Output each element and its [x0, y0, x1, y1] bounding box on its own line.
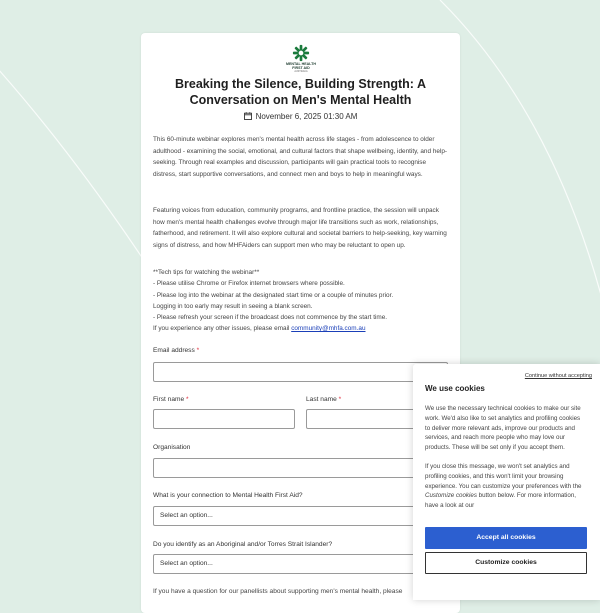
connection-select[interactable]: Select an option...	[153, 506, 448, 526]
connection-label: What is your connection to Mental Health First Aid?	[153, 492, 303, 499]
continue-without-accepting-link[interactable]: Continue without accepting	[524, 373, 592, 379]
event-description-1	[153, 134, 449, 180]
customize-cookies-mention: Customize cookies	[425, 492, 477, 500]
organisation-field[interactable]	[153, 458, 448, 478]
panellist-question-text: If you have a question for our panellists about supporting men's mental health, please	[153, 588, 403, 595]
email-label: Email address *	[153, 347, 200, 354]
tips-line: - Please refresh your screen if the broadcast does not commence by the start time.	[153, 314, 388, 322]
accept-all-cookies-button[interactable]: Accept all cookies	[425, 527, 587, 549]
logo-line-1: MENTAL HEALTH	[286, 62, 316, 66]
event-description-2	[153, 199, 449, 258]
description-paragraph-1: This 60-minute webinar explores men's mental health across life stages - from adolescence to older adulthood - examining the social, emotional, and cultural factors that shape wellbeing, identity, and help-seeking. Through real examples and discussion, participants will gain practical tools to recognise distress, start supportive conversations, and connect men and boys to help in meaningful ways.	[153, 136, 448, 178]
first-name-field[interactable]	[153, 409, 295, 429]
email-field[interactable]	[153, 362, 448, 382]
cookie-title: We use cookies	[425, 384, 485, 393]
contact-prefix: If you experience any other issues, please email	[153, 325, 292, 333]
logo-line-2: FIRST AID	[292, 66, 310, 70]
tech-tips	[153, 267, 449, 335]
mhfa-logo-icon	[292, 44, 310, 62]
logo-sub: AUSTRALIA	[294, 70, 308, 73]
contact-line	[153, 323, 449, 334]
customize-cookies-button[interactable]: Customize cookies	[425, 552, 587, 574]
required-mark: *	[186, 396, 189, 403]
atsi-label: Do you identify as an Aboriginal and/or Torres Strait Islander?	[153, 541, 333, 548]
tips-line: - Please utilise Chrome or Firefox internet browsers where possible.	[153, 280, 345, 288]
description-paragraph-2: Featuring voices from education, community programs, and frontline practice, the session will unpack how men's mental health challenges evolve through major life transitions such as work, relationships, fatherhood, and retirement. It will also explore cultural and societal barriers to help-seeking, key warning signs of distress, and how MHFAiders can support men who may be reluctant to open up.	[153, 207, 447, 249]
tips-line: Logging in too early may result in seeing a blank screen.	[153, 302, 313, 310]
contact-email-link[interactable]: community@mhfa.com.au	[291, 325, 366, 333]
event-date: November 6, 2025 01:30 AM	[255, 112, 358, 121]
event-title: Breaking the Silence, Building Strength: A Conversation on Men's Mental Health	[175, 77, 426, 107]
atsi-select[interactable]: Select an option...	[153, 554, 448, 574]
cookie-paragraph-1: We use the necessary technical cookies to make our site work. We'd also like to set analytics and profiling cookies to deliver more relevant ads, improve our products and services, and reach more people who may love our products. These will be set only if you accept them.	[425, 405, 581, 452]
required-mark: *	[196, 347, 200, 354]
required-mark: *	[338, 396, 342, 403]
event-date-row	[141, 112, 460, 121]
calendar-icon	[244, 112, 252, 120]
mhfa-logo	[285, 44, 317, 73]
cookie-text	[425, 404, 587, 520]
tips-line: - Please log into the webinar at the designated start time or a couple of minutes prior.	[153, 291, 394, 299]
organisation-label: Organisation	[153, 444, 191, 451]
last-name-label: Last name *	[306, 396, 342, 403]
cookie-consent-banner	[413, 364, 600, 600]
cookie-paragraph-2: If you close this message, we won't set analytics and profiling cookies, and this won't limit your browsing experience. You can customize your preferences with the Customize cookies button below. For more information, have a look at our	[425, 462, 582, 510]
first-name-label: First name *	[153, 396, 189, 403]
tips-heading: **Tech tips for watching the webinar**	[153, 269, 260, 276]
